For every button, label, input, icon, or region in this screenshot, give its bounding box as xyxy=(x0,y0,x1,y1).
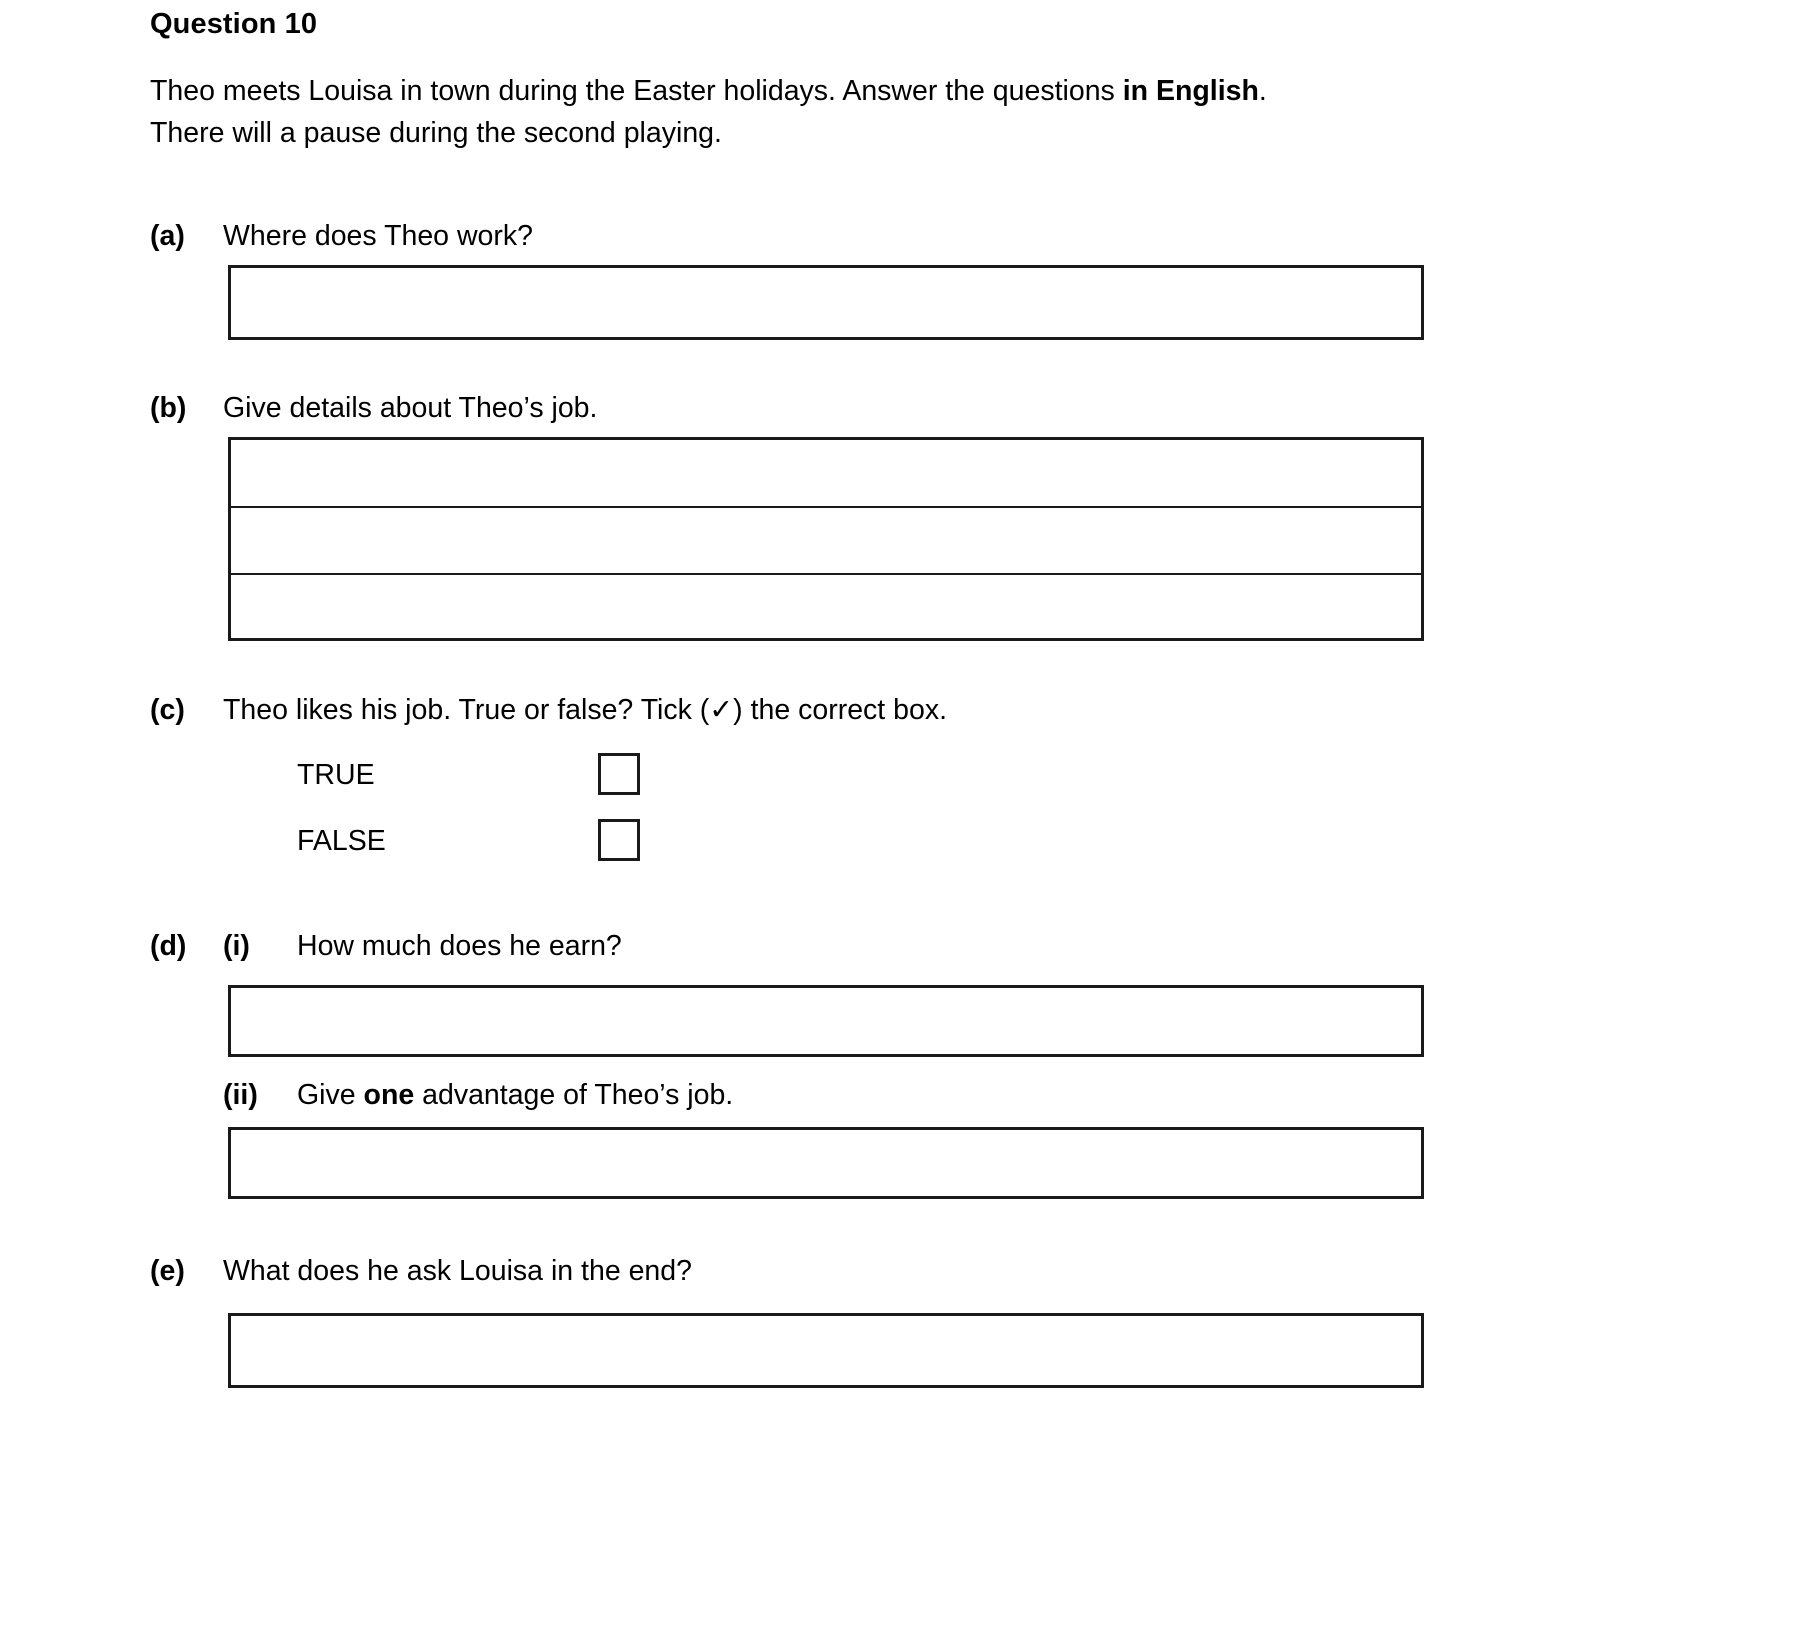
part-d-ii-text-part1: Give xyxy=(297,1079,364,1111)
part-e-answer-box[interactable] xyxy=(228,1313,1424,1388)
part-d-ii-text-part2: advantage of Theo’s job. xyxy=(414,1079,734,1111)
intro-text-part1: Theo meets Louisa in town during the Easter holidays. Answer the questions xyxy=(150,75,1123,107)
part-d-i-answer-box[interactable] xyxy=(228,985,1424,1057)
checkbox-false[interactable] xyxy=(598,819,640,861)
part-c-question: Theo likes his job. True or false? Tick (✓) the correct box. xyxy=(223,694,947,726)
intro-paragraph xyxy=(150,70,1470,154)
part-d-i-label: (i) xyxy=(223,930,250,962)
part-a-label: (a) xyxy=(150,220,185,252)
intro-text-bold: in English xyxy=(1122,75,1259,107)
page-title: Question 10 xyxy=(150,8,318,40)
part-e-question: What does he ask Louisa in the end? xyxy=(223,1255,692,1287)
part-d-ii-answer-box[interactable] xyxy=(228,1127,1424,1199)
part-d-ii-label: (ii) xyxy=(223,1079,258,1111)
part-d-ii-text-bold: one xyxy=(363,1079,415,1111)
part-d-ii-question xyxy=(297,1077,733,1113)
part-b-label: (b) xyxy=(150,392,187,424)
intro-text-line2: There will a pause during the second playing. xyxy=(150,117,722,149)
part-a-question: Where does Theo work? xyxy=(223,220,533,252)
part-d-label: (d) xyxy=(150,930,187,962)
part-b-answer-box[interactable] xyxy=(228,437,1424,641)
part-e-label: (e) xyxy=(150,1255,185,1287)
part-d-i-question: How much does he earn? xyxy=(297,930,622,962)
intro-text-part2: . xyxy=(1258,75,1267,107)
part-b-question: Give details about Theo’s job. xyxy=(223,392,598,424)
option-true-label: TRUE xyxy=(297,759,375,791)
answer-rule xyxy=(231,573,1421,575)
option-false-label: FALSE xyxy=(297,825,386,857)
checkbox-true[interactable] xyxy=(598,753,640,795)
part-a-answer-box[interactable] xyxy=(228,265,1424,340)
part-c-label: (c) xyxy=(150,694,185,726)
answer-rule xyxy=(231,506,1421,508)
